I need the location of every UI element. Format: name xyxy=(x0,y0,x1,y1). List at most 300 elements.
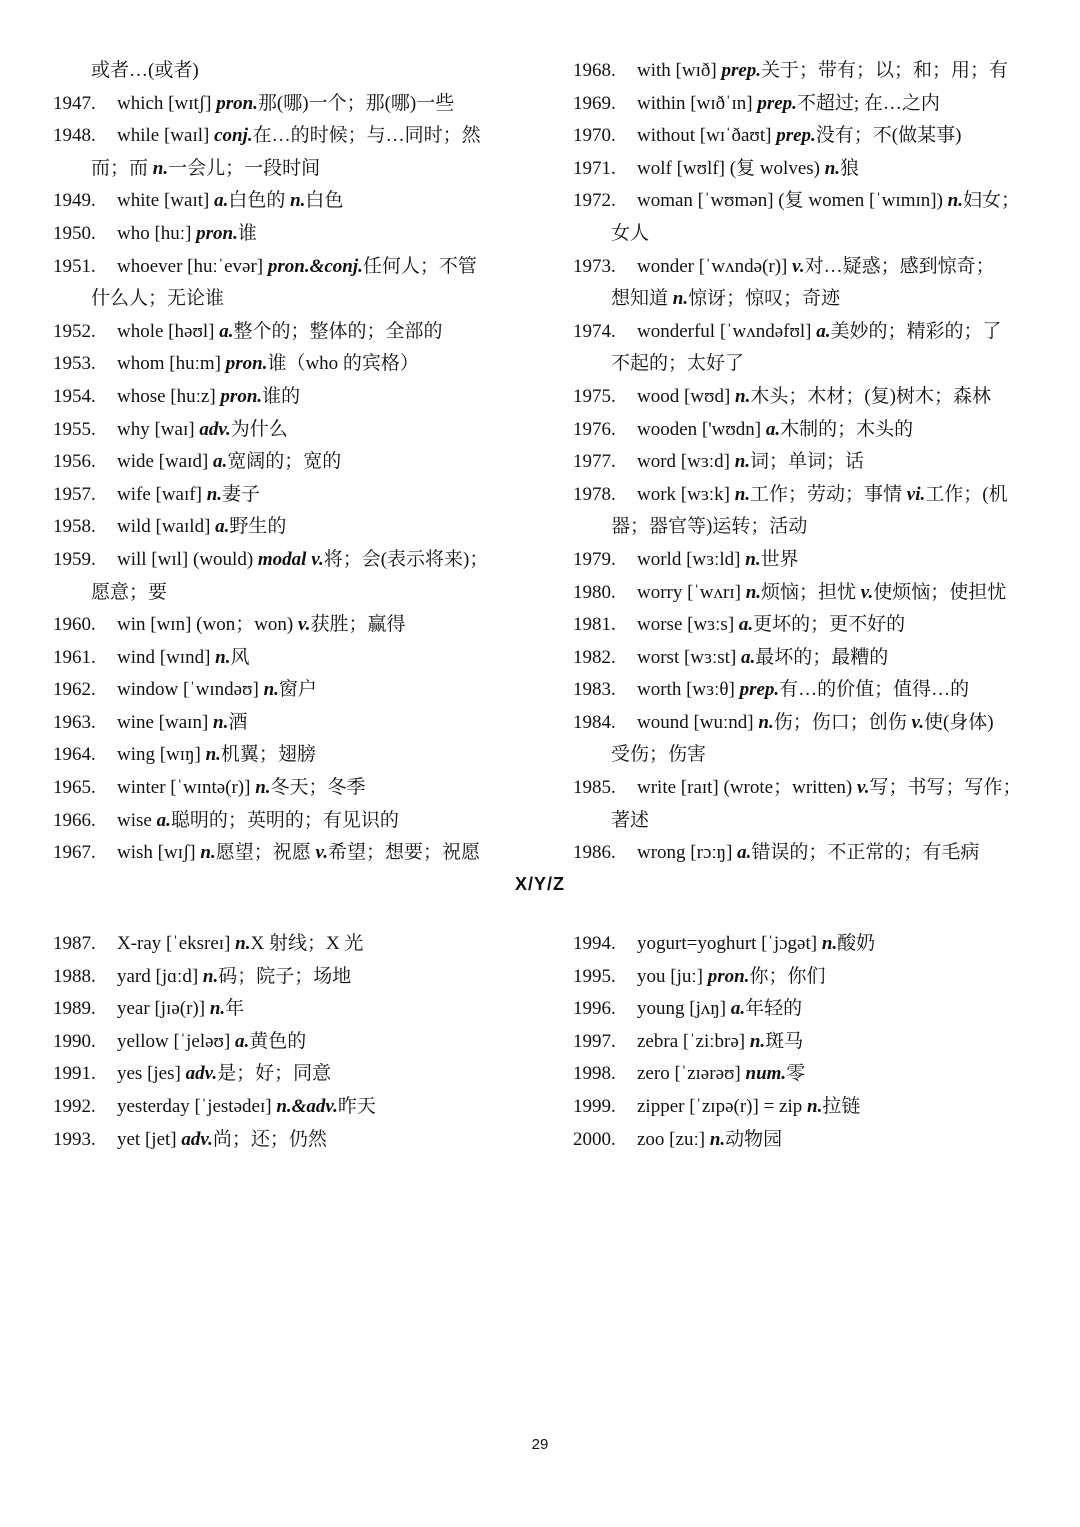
entry-number: 1961. xyxy=(53,646,96,668)
entry-continuation xyxy=(573,283,1033,316)
entry-segment: wooden ['wʊdn] xyxy=(637,418,766,440)
entry-segment: 不超过; 在…之内 xyxy=(796,92,940,114)
entry-number: 1950. xyxy=(53,222,96,244)
vocab-entry xyxy=(53,316,513,349)
part-of-speech: a. xyxy=(816,320,831,342)
entry-segment: which [wɪtʃ] xyxy=(117,92,217,114)
entry-text xyxy=(117,251,513,284)
entry-segment: zero [ˈzɪərəʊ] xyxy=(637,1063,746,1085)
vocab-entry xyxy=(53,511,513,544)
part-of-speech: vi. xyxy=(906,483,926,505)
entry-segment: yet [jet] xyxy=(117,1128,182,1150)
entry-number: 1974. xyxy=(573,320,616,342)
part-of-speech: n. xyxy=(263,679,279,701)
entry-text xyxy=(637,544,1033,577)
entry-number: 1972. xyxy=(573,190,616,212)
entry-segment: 整个的；整体的；全部的 xyxy=(233,320,443,342)
part-of-speech: v. xyxy=(857,777,870,799)
part-of-speech: a. xyxy=(738,614,754,636)
vocab-entry xyxy=(573,446,1033,479)
entry-text xyxy=(637,928,1033,961)
entry-segment: 年轻的 xyxy=(745,998,803,1020)
vocab-entry xyxy=(53,88,513,121)
entry-text xyxy=(637,55,1033,88)
entry-segment: yellow [ˈjeləʊ] xyxy=(117,1030,236,1052)
entry-segment: win [wɪn] (won；won) xyxy=(117,614,299,636)
entry-text xyxy=(117,805,513,838)
entry-segment: 或者…(或者) xyxy=(91,60,199,81)
entry-text xyxy=(117,414,513,447)
entry-number: 1997. xyxy=(573,1030,616,1052)
entry-segment: 拉链 xyxy=(822,1095,861,1117)
entry-text xyxy=(637,1124,1033,1157)
entry-number: 1973. xyxy=(573,255,616,277)
part-of-speech: pron. xyxy=(216,92,258,114)
entry-segment: 获胜；赢得 xyxy=(310,614,406,636)
part-of-speech: pron. xyxy=(220,385,263,407)
part-of-speech: num. xyxy=(745,1063,787,1085)
entry-continuation xyxy=(573,218,1033,251)
part-of-speech: pron. xyxy=(196,222,238,244)
part-of-speech: a. xyxy=(737,842,752,864)
entry-segment: wolf [wʊlf] (复 wolves) xyxy=(637,157,825,179)
page-number: 29 xyxy=(531,1436,549,1453)
part-of-speech: n. xyxy=(745,548,761,570)
entry-number: 1990. xyxy=(53,1030,96,1052)
entry-number: 1963. xyxy=(53,711,96,733)
entry-segment: wise xyxy=(117,809,157,831)
part-of-speech: n. xyxy=(202,965,219,987)
entry-continuation xyxy=(53,577,513,610)
entry-number: 1952. xyxy=(53,320,96,342)
entry-segment: yes [jes] xyxy=(117,1063,186,1085)
vocab-entry xyxy=(573,88,1033,121)
vocab-entry xyxy=(573,707,1033,740)
entry-number: 1971. xyxy=(573,157,616,179)
entry-text xyxy=(637,120,1033,153)
vocab-entry xyxy=(573,153,1033,186)
part-of-speech: n. xyxy=(709,1128,726,1150)
entry-number: 1985. xyxy=(573,777,616,799)
entry-segment: zoo [zuː] xyxy=(637,1128,710,1150)
vocab-entry xyxy=(53,348,513,381)
entry-segment: 木头；木材；(复)树木；森林 xyxy=(750,385,992,407)
part-of-speech: n. xyxy=(734,483,751,505)
vocab-entry xyxy=(573,772,1033,805)
entry-segment: worth [wɜːθ] xyxy=(637,679,740,701)
entry-number: 1995. xyxy=(573,965,616,987)
entry-segment: 妻子 xyxy=(222,483,261,505)
entry-segment: zipper [ˈzɪpə(r)] = zip xyxy=(637,1095,808,1117)
entry-text xyxy=(117,544,513,577)
vocab-entry xyxy=(53,928,513,961)
bottom-left-column xyxy=(53,928,513,1156)
left-column xyxy=(53,55,513,870)
entry-segment: 白色 xyxy=(305,190,344,212)
entry-text xyxy=(637,381,1033,414)
entry-segment: 在…的时候；与…同时；然 xyxy=(252,125,481,147)
vocab-entry xyxy=(573,316,1033,349)
entry-segment: 机翼；翅膀 xyxy=(220,744,316,766)
entry-segment: whose [huːz] xyxy=(117,385,221,407)
entry-text xyxy=(637,772,1033,805)
vocab-entry xyxy=(573,185,1033,218)
entry-segment: white [waɪt] xyxy=(117,190,215,212)
vocab-entry xyxy=(53,772,513,805)
vocab-entry xyxy=(573,414,1033,447)
entry-segment: 受伤；伤害 xyxy=(611,744,707,766)
entry-segment: with [wɪð] xyxy=(637,60,722,81)
entry-number: 1993. xyxy=(53,1128,96,1150)
vocab-entry xyxy=(573,479,1033,512)
entry-segment: 工作；(机 xyxy=(925,483,1008,505)
part-of-speech: a. xyxy=(235,1030,250,1052)
entry-segment: 错误的；不正常的；有毛病 xyxy=(751,842,980,864)
entry-text xyxy=(117,1026,513,1059)
vocab-entry xyxy=(573,381,1033,414)
part-of-speech: v. xyxy=(792,255,805,277)
entry-text xyxy=(117,1124,513,1157)
entry-number: 1979. xyxy=(573,548,616,570)
vocab-entry xyxy=(53,674,513,707)
entry-segment: wrong [rɔːŋ] xyxy=(637,842,738,864)
part-of-speech: v. xyxy=(860,581,874,603)
entry-segment: 惊讶；惊叹；奇迹 xyxy=(688,288,841,310)
entry-segment: wife [waɪf] xyxy=(117,483,207,505)
entry-text xyxy=(637,674,1033,707)
part-of-speech: n. xyxy=(672,288,689,310)
part-of-speech: a. xyxy=(215,516,230,538)
part-of-speech: pron.&conj. xyxy=(267,255,363,277)
entry-segment: 任何人；不管 xyxy=(362,255,477,277)
vocab-entry xyxy=(53,1026,513,1059)
entry-continuation xyxy=(573,348,1033,381)
entry-number: 1988. xyxy=(53,965,96,987)
entry-segment: world [wɜːld] xyxy=(637,548,746,570)
entry-segment: wish [wɪʃ] xyxy=(117,842,201,864)
part-of-speech: conj. xyxy=(214,125,253,147)
entry-text xyxy=(117,185,513,218)
entry-segment: 伤；伤口；创伤 xyxy=(773,711,912,733)
entry-segment: who [huː] xyxy=(117,222,197,244)
entry-segment: yesterday [ˈjestədeɪ] xyxy=(117,1095,277,1117)
part-of-speech: n. xyxy=(205,744,221,766)
entry-number: 1983. xyxy=(573,679,616,701)
entry-segment: 使(身体) xyxy=(923,711,994,733)
entry-continuation xyxy=(53,283,513,316)
entry-segment: 世界 xyxy=(760,548,799,570)
entry-continuation xyxy=(53,55,513,88)
entry-number: 1991. xyxy=(53,1063,96,1085)
entry-number: 1987. xyxy=(53,933,96,954)
entry-segment: 冬天；冬季 xyxy=(270,777,366,799)
vocab-entry xyxy=(573,642,1033,675)
part-of-speech: n. xyxy=(758,711,774,733)
entry-number: 1967. xyxy=(53,842,96,864)
entry-segment: 写；书写；写作； xyxy=(869,777,1022,799)
entry-segment: will [wɪl] (would) xyxy=(117,548,258,570)
entry-segment: wild [waɪld] xyxy=(117,516,216,538)
part-of-speech: a. xyxy=(156,809,171,831)
part-of-speech: v. xyxy=(315,842,328,864)
entry-number: 1951. xyxy=(53,255,96,277)
entry-text xyxy=(117,928,513,961)
entry-number: 1989. xyxy=(53,998,96,1020)
vocab-entry xyxy=(573,837,1033,870)
entry-number: 1976. xyxy=(573,418,616,440)
entry-text xyxy=(637,1058,1033,1091)
entry-text xyxy=(637,1026,1033,1059)
entry-text xyxy=(117,1091,513,1124)
entry-number: 1956. xyxy=(53,451,96,473)
entry-segment: 美妙的；精彩的；了 xyxy=(830,320,1002,342)
entry-segment: 最坏的；最糟的 xyxy=(755,646,889,668)
entry-text xyxy=(637,414,1033,447)
part-of-speech: prep. xyxy=(776,125,816,147)
entry-segment: 风 xyxy=(230,646,250,668)
entry-segment: 愿意；要 xyxy=(91,581,168,603)
entry-number: 1969. xyxy=(573,92,616,114)
entry-text xyxy=(117,609,513,642)
entry-segment: why [waɪ] xyxy=(117,418,200,440)
entry-segment: 酒 xyxy=(228,711,248,733)
entry-segment: 你；你们 xyxy=(749,965,826,987)
entry-segment: 零 xyxy=(786,1063,806,1085)
vocab-entry xyxy=(53,642,513,675)
vocab-entry xyxy=(573,55,1033,88)
part-of-speech: v. xyxy=(298,614,311,636)
vocab-entry xyxy=(53,381,513,414)
entry-segment: wine [waɪn] xyxy=(117,711,214,733)
entry-segment: 器；器官等)运转；活动 xyxy=(611,516,808,538)
entry-segment: whom [huːm] xyxy=(117,353,226,375)
entry-text xyxy=(637,88,1033,121)
vocab-entry xyxy=(573,1026,1033,1059)
vocab-entry xyxy=(573,1058,1033,1091)
part-of-speech: n. xyxy=(235,933,251,954)
entry-segment: 谁的 xyxy=(262,385,301,407)
entry-segment: 聪明的；英明的；有见识的 xyxy=(170,809,399,831)
entry-segment: 宽阔的；宽的 xyxy=(227,451,342,473)
right-column xyxy=(573,55,1033,870)
entry-number: 1980. xyxy=(573,581,616,603)
entry-segment: without [wɪˈðaʊt] xyxy=(637,125,777,147)
entry-text xyxy=(117,511,513,544)
entry-segment: woman [ˈwʊmən] (复 women [ˈwɪmɪn]) xyxy=(637,190,948,212)
entry-text xyxy=(117,674,513,707)
vocab-entry xyxy=(53,218,513,251)
entry-text xyxy=(637,961,1033,994)
entry-continuation xyxy=(53,153,513,186)
entry-segment: X 射线；X 光 xyxy=(250,933,364,954)
entry-segment: yogurt=yoghurt [ˈjɔgət] xyxy=(637,933,822,954)
entry-text xyxy=(117,642,513,675)
entry-segment: 一会儿；一段时间 xyxy=(168,157,321,179)
entry-segment: 那(哪)一个；那(哪)一些 xyxy=(257,92,455,114)
vocab-entry xyxy=(53,120,513,153)
entry-number: 1958. xyxy=(53,516,96,538)
part-of-speech: a. xyxy=(213,451,228,473)
entry-text xyxy=(637,642,1033,675)
entry-text xyxy=(117,381,513,414)
vocab-entry xyxy=(53,414,513,447)
part-of-speech: a. xyxy=(741,646,756,668)
entry-segment: 著述 xyxy=(611,809,650,831)
entry-number: 1965. xyxy=(53,777,96,799)
part-of-speech: prep. xyxy=(757,92,797,114)
entry-text xyxy=(117,993,513,1026)
entry-segment: 希望；想要；祝愿 xyxy=(327,842,480,864)
entry-segment: 对…疑惑；感到惊奇； xyxy=(804,255,995,277)
entry-segment: 妇女； xyxy=(962,190,1020,212)
entry-text xyxy=(117,961,513,994)
entry-number: 1996. xyxy=(573,998,616,1020)
part-of-speech: n. xyxy=(821,933,838,954)
vocab-entry xyxy=(53,544,513,577)
entry-segment: 词；单词；话 xyxy=(750,451,865,473)
vocab-entry xyxy=(53,805,513,838)
entry-segment: 更坏的；更不好的 xyxy=(753,614,906,636)
part-of-speech: n. xyxy=(734,451,751,473)
part-of-speech: n. xyxy=(290,190,306,212)
vocab-entry xyxy=(573,251,1033,284)
part-of-speech: n. xyxy=(749,1030,766,1052)
part-of-speech: n. xyxy=(152,157,169,179)
entry-segment: window [ˈwɪndəʊ] xyxy=(117,679,264,701)
entry-continuation xyxy=(573,739,1033,772)
entry-segment: 使烦恼；使担忧 xyxy=(873,581,1007,603)
part-of-speech: n. xyxy=(947,190,963,212)
entry-segment: winter [ˈwɪntə(r)] xyxy=(117,777,256,799)
entry-segment: wound [wuːnd] xyxy=(637,711,759,733)
entry-text xyxy=(637,153,1033,186)
vocab-entry xyxy=(53,993,513,1026)
part-of-speech: modal v. xyxy=(257,548,324,570)
vocab-entry xyxy=(53,446,513,479)
part-of-speech: prep. xyxy=(739,679,780,701)
entry-number: 1954. xyxy=(53,385,96,407)
entry-segment: 为什么 xyxy=(230,418,288,440)
vocab-entry xyxy=(573,928,1033,961)
entry-number: 1978. xyxy=(573,483,616,505)
vocab-entry xyxy=(573,609,1033,642)
entry-number: 1959. xyxy=(53,548,96,570)
entry-text xyxy=(117,446,513,479)
entry-segment: wide [waɪd] xyxy=(117,451,214,473)
entry-text xyxy=(117,707,513,740)
entry-number: 1981. xyxy=(573,614,616,636)
vocab-entry xyxy=(53,251,513,284)
entry-number: 1986. xyxy=(573,842,616,864)
entry-number: 1948. xyxy=(53,125,96,147)
entry-segment: you [juː] xyxy=(637,965,708,987)
entry-segment: 将；会(表示将来)； xyxy=(323,548,489,570)
entry-segment: word [wɜːd] xyxy=(637,451,735,473)
entry-segment: within [wɪðˈɪn] xyxy=(637,92,758,114)
entry-segment: 尚；还；仍然 xyxy=(212,1128,327,1150)
part-of-speech: n. xyxy=(824,157,841,179)
part-of-speech: n. xyxy=(200,842,216,864)
entry-segment: 木制的；木头的 xyxy=(780,418,914,440)
entry-number: 1953. xyxy=(53,353,96,375)
entry-number: 1949. xyxy=(53,190,96,212)
entry-segment: 不起的；太好了 xyxy=(611,353,745,375)
vocab-entry xyxy=(53,1124,513,1157)
entry-segment: 愿望；祝愿 xyxy=(215,842,316,864)
entry-number: 1966. xyxy=(53,809,96,831)
entry-number: 1998. xyxy=(573,1063,616,1085)
entry-segment: young [jʌŋ] xyxy=(637,998,731,1020)
vocab-entry xyxy=(53,479,513,512)
entry-segment: 野生的 xyxy=(229,516,287,538)
entry-segment: wonderful [ˈwʌndəfʊl] xyxy=(637,320,817,342)
vocab-entry xyxy=(53,185,513,218)
entry-segment: wing [wɪŋ] xyxy=(117,744,206,766)
part-of-speech: adv. xyxy=(185,1063,218,1085)
entry-segment: 昨天 xyxy=(337,1095,376,1117)
entry-segment: 动物园 xyxy=(725,1128,783,1150)
entry-segment: 谁 xyxy=(237,222,257,244)
entry-number: 1999. xyxy=(573,1095,616,1117)
entry-text xyxy=(117,479,513,512)
vocab-entry xyxy=(53,1091,513,1124)
part-of-speech: n. xyxy=(745,581,762,603)
entry-segment: 斑马 xyxy=(765,1030,804,1052)
entry-number: 1982. xyxy=(573,646,616,668)
entry-segment: 女人 xyxy=(611,222,650,244)
entry-segment: worry [ˈwʌrɪ] xyxy=(637,581,746,603)
vocab-entry xyxy=(53,707,513,740)
entry-segment: worse [wɜːs] xyxy=(637,614,739,636)
entry-segment: whole [həʊl] xyxy=(117,320,220,342)
entry-number: 1977. xyxy=(573,451,616,473)
entry-number: 2000. xyxy=(573,1128,616,1150)
entry-continuation xyxy=(573,511,1033,544)
vocab-entry xyxy=(53,1058,513,1091)
entry-text xyxy=(117,88,513,121)
entry-segment: wonder [ˈwʌndə(r)] xyxy=(637,255,793,277)
vocab-entry xyxy=(573,1091,1033,1124)
entry-text xyxy=(117,348,513,381)
entry-segment: whoever [huːˈevər] xyxy=(117,255,268,277)
vocab-entry xyxy=(53,739,513,772)
vocab-entry xyxy=(573,961,1033,994)
part-of-speech: a. xyxy=(765,418,781,440)
entry-segment: write [raɪt] (wrote；written) xyxy=(637,777,857,799)
part-of-speech: pron. xyxy=(707,965,750,987)
entry-text xyxy=(117,739,513,772)
entry-segment: 谁（who 的宾格） xyxy=(267,353,419,375)
vocab-entry xyxy=(53,837,513,870)
entry-number: 1975. xyxy=(573,385,616,407)
part-of-speech: n. xyxy=(735,385,751,407)
entry-number: 1992. xyxy=(53,1095,96,1117)
vocab-entry xyxy=(573,120,1033,153)
entry-text xyxy=(117,772,513,805)
entry-segment: 想知道 xyxy=(611,288,673,310)
vocab-entry xyxy=(573,1124,1033,1157)
entry-segment: wood [wʊd] xyxy=(637,385,736,407)
part-of-speech: a. xyxy=(730,998,746,1020)
entry-text xyxy=(637,185,1033,218)
entry-segment: 白色的 xyxy=(228,190,291,212)
vocab-entry xyxy=(53,961,513,994)
entry-number: 1962. xyxy=(53,679,96,701)
section-header: X/Y/Z xyxy=(514,874,565,894)
entry-number: 1947. xyxy=(53,92,96,114)
entry-text xyxy=(637,446,1033,479)
part-of-speech: adv. xyxy=(181,1128,213,1150)
